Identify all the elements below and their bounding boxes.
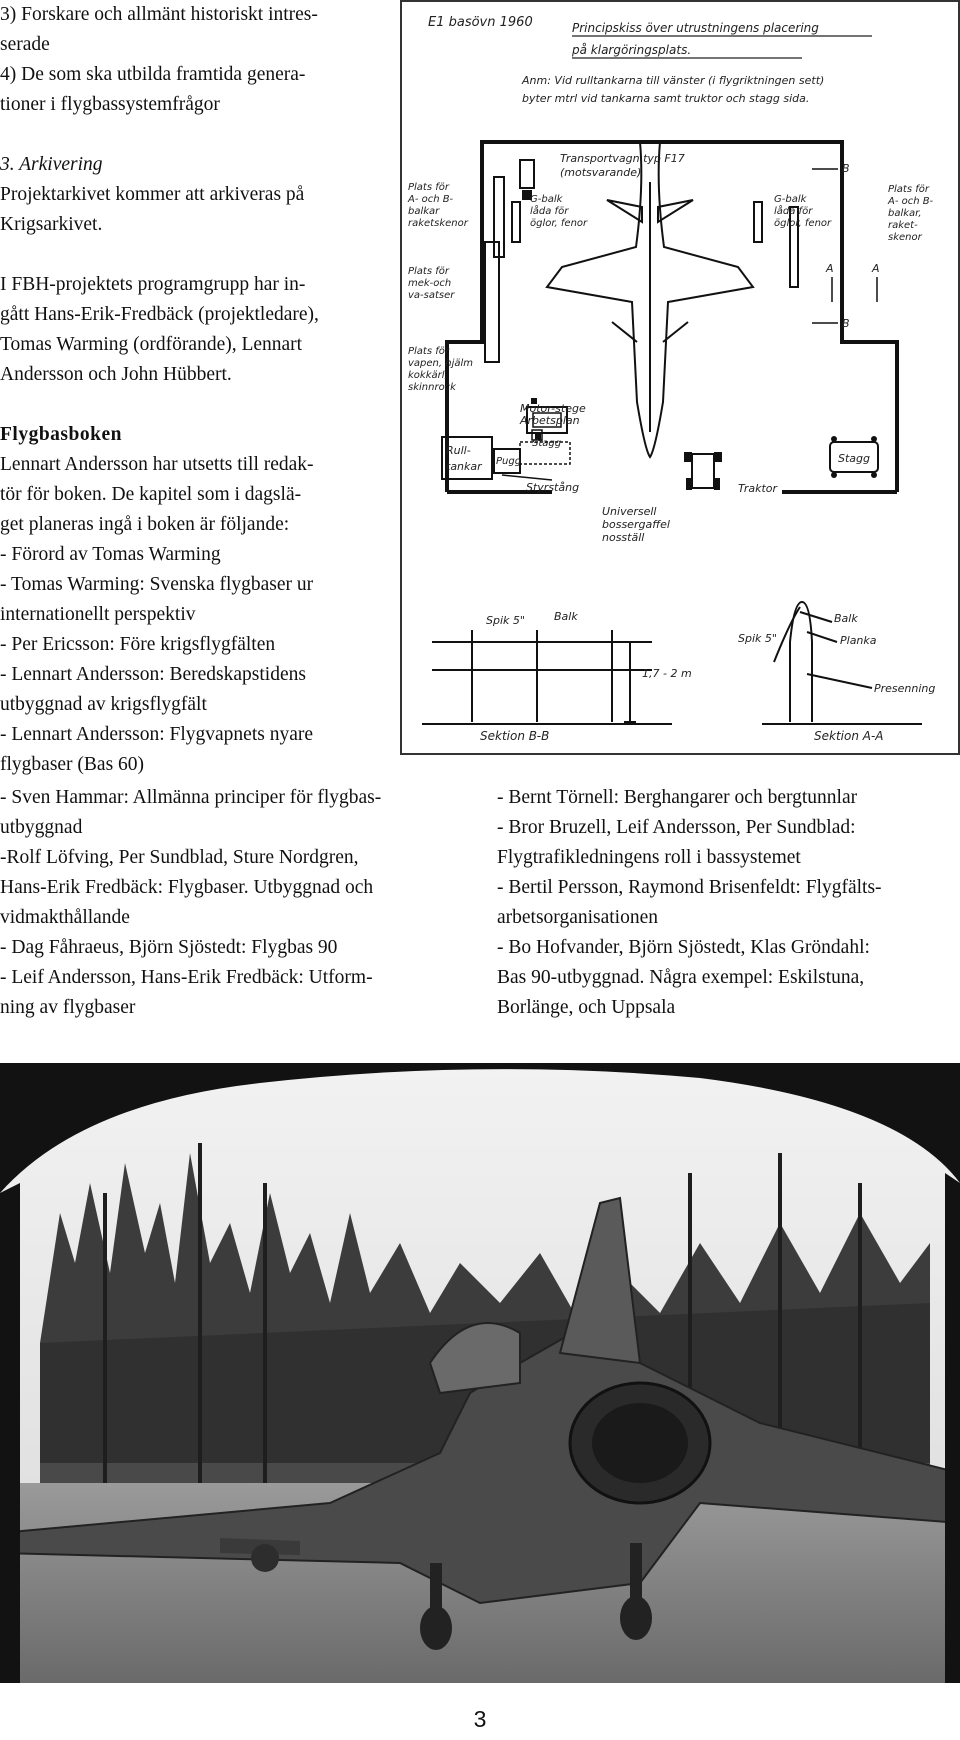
hangar-jet-photo xyxy=(0,1063,960,1683)
chapter-line: - Leif Andersson, Hans-Erik Fredbäck: Utform- xyxy=(0,967,373,988)
diagram-marker: A xyxy=(872,262,880,275)
diagram-label: (motsvarande) xyxy=(560,166,642,179)
list-item: tioner i flygbassystemfrågor xyxy=(0,94,220,115)
chapter-line: - Bror Bruzell, Leif Andersson, Per Sundblad: xyxy=(497,817,856,838)
diagram-label: mek-och xyxy=(408,278,452,289)
book-line: get planeras ingå i boken är följande: xyxy=(0,514,290,535)
diagram-label: G-balk xyxy=(530,194,563,205)
book-line: - Tomas Warming: Svenska flygbaser ur xyxy=(0,574,314,595)
diagram-label: vapen, hjälm xyxy=(408,358,474,369)
diagram-label: 1,7 - 2 m xyxy=(642,667,692,680)
diagram-label: skinnrock xyxy=(408,382,456,393)
chapter-line: Flygtrafikledningens roll i bassystemet xyxy=(497,847,801,868)
diagram-label: nosställ xyxy=(602,531,645,544)
diagram-label: Arbetsplan xyxy=(520,414,580,427)
diagram-label: va-satser xyxy=(408,290,455,301)
diagram-label: skenor xyxy=(888,232,922,243)
list-item: 3) Forskare och allmänt historiskt intres- xyxy=(0,4,318,25)
group-line: Andersson och John Hübbert. xyxy=(0,364,232,385)
book-line: Lennart Andersson har utsetts till redak- xyxy=(0,454,314,475)
chapter-line: - Sven Hammar: Allmänna principer för flygbas- xyxy=(0,787,382,808)
book-line: - Lennart Andersson: Flygvapnets nyare xyxy=(0,724,314,745)
archive-line: Projektarkivet kommer att arkiveras på xyxy=(0,184,305,205)
diagram-label: Stagg xyxy=(532,438,562,449)
diagram-label: Traktor xyxy=(738,482,778,495)
chapter-line: - Bertil Persson, Raymond Brisenfeldt: Flygfälts- xyxy=(497,877,882,898)
diagram-label: Spik 5" xyxy=(738,632,777,645)
diagram-label: G-balk xyxy=(774,194,807,205)
diagram-label: öglor, fenor xyxy=(774,218,832,229)
diagram-label: A- och B- xyxy=(888,196,934,207)
chapter-line: - Dag Fåhraeus, Björn Sjöstedt: Flygbas 90 xyxy=(0,937,338,958)
chapter-line: utbyggnad xyxy=(0,817,83,838)
diagram-label: Sektion B-B xyxy=(480,729,550,743)
diagram-label: öglor, fenor xyxy=(530,218,588,229)
diagram-marker: B xyxy=(842,317,850,330)
chapter-line: - Bo Hofvander, Björn Sjöstedt, Klas Gröndahl: xyxy=(497,937,870,958)
diagram-marker: B xyxy=(842,162,850,175)
diagram-label: Universell xyxy=(602,505,657,518)
diagram-label: Balk xyxy=(834,612,858,625)
diagram-label: tankar xyxy=(446,460,482,473)
diagram-label: kokkärl, xyxy=(408,370,448,381)
diagram-label: raketskenor xyxy=(408,218,468,229)
diagram-label: Pugg xyxy=(496,456,522,467)
book-line: - Förord av Tomas Warming xyxy=(0,544,221,565)
equipment-placement-diagram xyxy=(400,0,960,755)
diagram-label: Sektion A-A xyxy=(814,729,884,743)
book-line: tör för boken. De kapitel som i dagslä- xyxy=(0,484,302,505)
book-line: internationellt perspektiv xyxy=(0,604,196,625)
book-line: - Per Ericsson: Före krigsflygfälten xyxy=(0,634,276,655)
right-lower-column xyxy=(497,783,960,1023)
diagram-label: raket- xyxy=(888,220,918,231)
diagram-label: Plats för xyxy=(888,184,929,195)
book-heading: Flygbasboken xyxy=(0,424,122,445)
list-item: 4) De som ska utbilda framtida genera- xyxy=(0,64,306,85)
book-line: utbyggnad av krigsflygfält xyxy=(0,694,207,715)
diagram-label: bossergaffel xyxy=(602,518,670,531)
diagram-label: A- och B- xyxy=(408,194,454,205)
diagram-title: på klargöringsplats. xyxy=(572,43,692,57)
chapter-line: - Bernt Törnell: Berghangarer och bergtunnlar xyxy=(497,787,858,808)
diagram-marker: A xyxy=(826,262,834,275)
diagram-label: Plats för xyxy=(408,346,449,357)
group-line: I FBH-projektets programgrupp har in- xyxy=(0,274,306,295)
diagram-label: balkar xyxy=(408,206,440,217)
diagram-label: Planka xyxy=(840,634,877,647)
diagram-label: Spik 5" xyxy=(486,614,525,627)
chapter-line: ning av flygbaser xyxy=(0,997,136,1018)
chapter-line: -Rolf Löfving, Per Sundblad, Sture Nordgren, xyxy=(0,847,359,868)
list-item: serade xyxy=(0,34,50,55)
diagram-note: Anm: Vid rulltankarna till vänster (i flygriktningen sett) xyxy=(522,74,825,87)
archive-line: Krigsarkivet. xyxy=(0,214,103,235)
diagram-label: Presenning xyxy=(874,682,936,695)
diagram-label: Styrstång xyxy=(526,481,580,494)
left-lower-column xyxy=(0,783,468,1023)
diagram-label: Rull- xyxy=(446,444,471,457)
page-number: 3 xyxy=(473,1706,487,1732)
group-line: gått Hans-Erik-Fredbäck (projektledare), xyxy=(0,304,319,325)
archive-heading: 3. Arkivering xyxy=(0,154,103,175)
chapter-line: arbetsorganisationen xyxy=(497,907,659,928)
diagram-corner-label: E1 basövn 1960 xyxy=(428,15,533,30)
diagram-label: låda för xyxy=(530,206,569,217)
book-line: flygbaser (Bas 60) xyxy=(0,754,145,775)
diagram-title: Principskiss över utrustningens placering xyxy=(572,21,819,35)
diagram-label: Transportvagn typ F17 xyxy=(560,152,685,165)
diagram-note: byter mtrl vid tankarna samt truktor och stagg sida. xyxy=(522,92,810,105)
diagram-label: Motor-stege xyxy=(520,402,586,415)
chapter-line: vidmakthållande xyxy=(0,907,130,928)
diagram-label: Balk xyxy=(554,610,578,623)
book-line: - Lennart Andersson: Beredskapstidens xyxy=(0,664,306,685)
chapter-line: Hans-Erik Fredbäck: Flygbaser. Utbyggnad och xyxy=(0,877,374,898)
diagram-label: Stagg xyxy=(838,452,871,465)
diagram-label: Plats för xyxy=(408,182,449,193)
diagram-label: låda för xyxy=(774,206,813,217)
group-line: Tomas Warming (ordförande), Lennart xyxy=(0,334,303,355)
diagram-label: balkar, xyxy=(888,208,922,219)
left-text-column xyxy=(0,0,392,780)
diagram-label: Plats för xyxy=(408,266,449,277)
chapter-line: Borlänge, och Uppsala xyxy=(497,997,676,1018)
chapter-line: Bas 90-utbyggnad. Några exempel: Eskilstuna, xyxy=(497,967,865,988)
